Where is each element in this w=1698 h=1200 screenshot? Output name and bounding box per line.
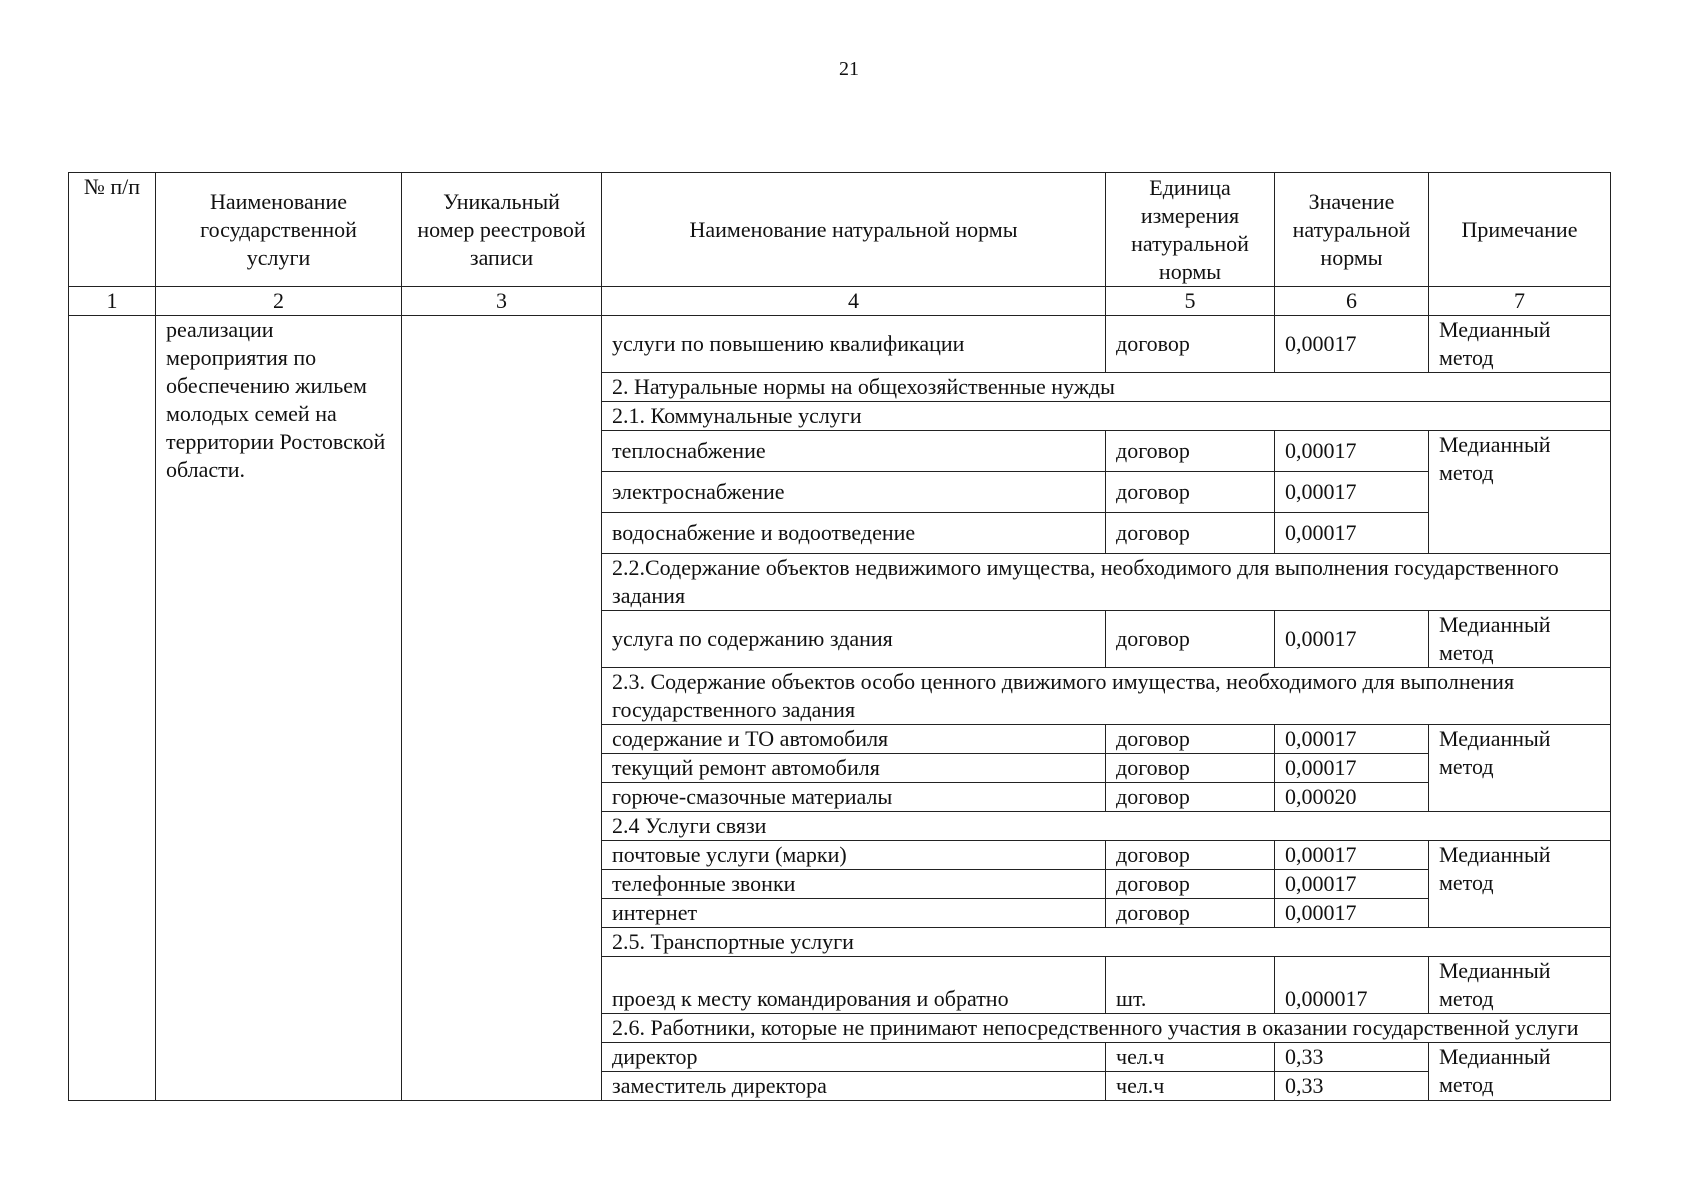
col-number-6: 6	[1275, 287, 1429, 316]
header-row	[69, 173, 1611, 287]
section-heading: 2.5. Транспортные услуги	[602, 928, 1611, 957]
table-row	[69, 316, 1611, 373]
norm-name-cell: телефонные звонки	[602, 870, 1106, 899]
col-number-4: 4	[602, 287, 1106, 316]
registry-number-cell	[402, 316, 602, 1101]
value-cell: 0,00017	[1275, 899, 1429, 928]
norm-name-cell: услуга по содержанию здания	[602, 611, 1106, 668]
unit-cell: договор	[1106, 870, 1275, 899]
note-cell: Медианный метод	[1429, 1043, 1611, 1101]
value-cell: 0,00017	[1275, 841, 1429, 870]
value-cell: 0,33	[1275, 1072, 1429, 1101]
section-heading: 2.3. Содержание объектов особо ценного движимого имущества, необходимого для выполнения государственного задания	[602, 668, 1611, 725]
norm-name-cell: горюче-смазочные материалы	[602, 783, 1106, 812]
header-unit: Единица измерения натуральной нормы	[1106, 173, 1275, 287]
unit-cell: шт.	[1106, 957, 1275, 1014]
norm-name-cell: водоснабжение и водоотведение	[602, 513, 1106, 554]
natural-norms-table	[68, 172, 1611, 1101]
value-cell: 0,00020	[1275, 783, 1429, 812]
norm-name-cell: текущий ремонт автомобиля	[602, 754, 1106, 783]
norm-name-cell: почтовые услуги (марки)	[602, 841, 1106, 870]
value-cell: 0,00017	[1275, 431, 1429, 472]
col-number-1: 1	[69, 287, 156, 316]
col-number-7: 7	[1429, 287, 1611, 316]
note-cell: Медианный метод	[1429, 841, 1611, 928]
unit-cell: договор	[1106, 725, 1275, 754]
col-number-2: 2	[156, 287, 402, 316]
value-cell: 0,00017	[1275, 870, 1429, 899]
unit-cell: чел.ч	[1106, 1072, 1275, 1101]
value-cell: 0,00017	[1275, 513, 1429, 554]
unit-cell: чел.ч	[1106, 1043, 1275, 1072]
unit-cell: договор	[1106, 841, 1275, 870]
note-cell: Медианный метод	[1429, 316, 1611, 373]
norm-name-cell: услуги по повышению квалификации	[602, 316, 1106, 373]
unit-cell: договор	[1106, 611, 1275, 668]
norm-name-cell: теплоснабжение	[602, 431, 1106, 472]
norm-name-cell: заместитель директора	[602, 1072, 1106, 1101]
note-cell: Медианный метод	[1429, 725, 1611, 812]
norm-name-cell: директор	[602, 1043, 1106, 1072]
page-number: 21	[839, 58, 859, 80]
column-numbers-row	[69, 287, 1611, 316]
header-value: Значение натуральной нормы	[1275, 173, 1429, 287]
norm-name-cell: проезд к месту командирования и обратно	[602, 957, 1106, 1014]
unit-cell: договор	[1106, 316, 1275, 373]
value-cell: 0,33	[1275, 1043, 1429, 1072]
header-number: № п/п	[69, 173, 156, 287]
norm-name-cell: электроснабжение	[602, 472, 1106, 513]
value-cell: 0,00017	[1275, 472, 1429, 513]
value-cell: 0,00017	[1275, 611, 1429, 668]
section-heading: 2. Натуральные нормы на общехозяйственные нужды	[602, 373, 1611, 402]
section-heading: 2.2.Содержание объектов недвижимого имущества, необходимого для выполнения государственного задания	[602, 554, 1611, 611]
header-norm-name: Наименование натуральной нормы	[602, 173, 1106, 287]
value-cell: 0,00017	[1275, 725, 1429, 754]
unit-cell: договор	[1106, 899, 1275, 928]
unit-cell: договор	[1106, 783, 1275, 812]
value-cell: 0,00017	[1275, 754, 1429, 783]
norm-name-cell: содержание и ТО автомобиля	[602, 725, 1106, 754]
section-heading: 2.4 Услуги связи	[602, 812, 1611, 841]
unit-cell: договор	[1106, 472, 1275, 513]
col-number-5: 5	[1106, 287, 1275, 316]
section-heading: 2.6. Работники, которые не принимают непосредственного участия в оказании государственной услуги	[602, 1014, 1611, 1043]
note-cell: Медианный метод	[1429, 431, 1611, 554]
header-registry-number: Уникальный номер реестровой записи	[402, 173, 602, 287]
col-number-3: 3	[402, 287, 602, 316]
unit-cell: договор	[1106, 513, 1275, 554]
value-cell: 0,00017	[1275, 316, 1429, 373]
header-note: Примечание	[1429, 173, 1611, 287]
section-heading: 2.1. Коммунальные услуги	[602, 402, 1611, 431]
note-cell: Медианный метод	[1429, 957, 1611, 1014]
header-service-name: Наименование государственной услуги	[156, 173, 402, 287]
unit-cell: договор	[1106, 431, 1275, 472]
number-cell	[69, 316, 156, 1101]
service-name-cell: реализации мероприятия по обеспечению жильем молодых семей на территории Ростовской области.	[156, 316, 402, 1101]
unit-cell: договор	[1106, 754, 1275, 783]
value-cell: 0,000017	[1275, 957, 1429, 1014]
norm-name-cell: интернет	[602, 899, 1106, 928]
note-cell: Медианный метод	[1429, 611, 1611, 668]
